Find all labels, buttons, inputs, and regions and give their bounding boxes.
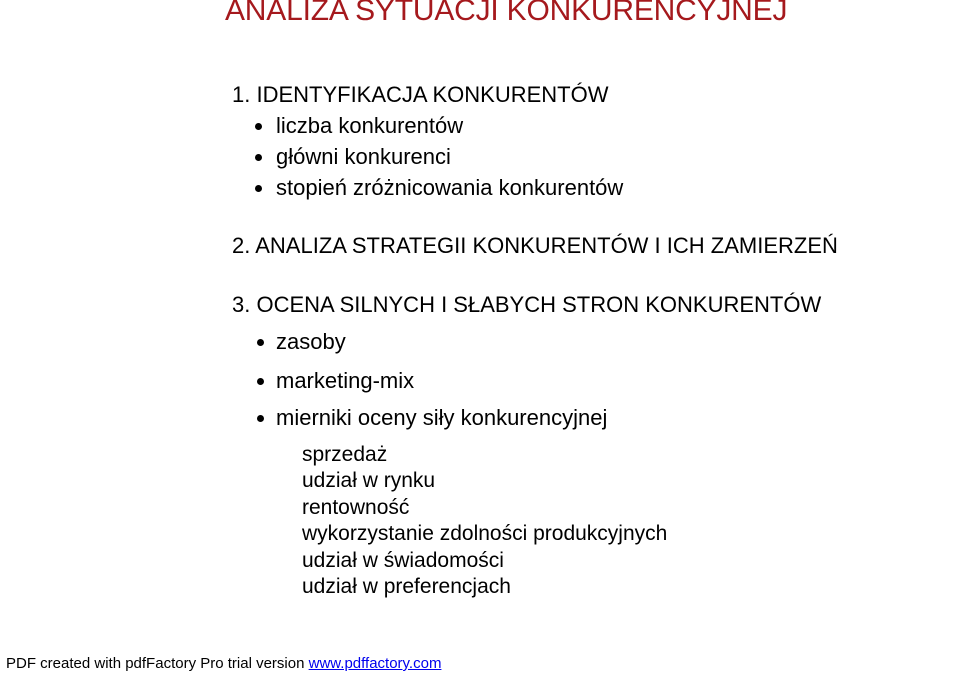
page-title: ANALIZA SYTUACJI KONKURENCYJNEJ (225, 0, 788, 27)
footer-link[interactable]: www.pdffactory.com (308, 655, 442, 672)
list-item: liczba konkurentów (276, 113, 464, 138)
footer-text: PDF created with pdfFactory Pro trial version (6, 655, 309, 672)
bullet-icon (257, 339, 264, 346)
bullet-icon (255, 154, 262, 161)
bullet-icon (257, 415, 264, 422)
list-item: zasoby (276, 329, 346, 354)
bullet-icon (255, 185, 262, 192)
list-item: stopień zróżnicowania konkurentów (276, 175, 624, 200)
section-2-heading: 2. ANALIZA STRATEGII KONKURENTÓW I ICH ZAMIERZEŃ (232, 233, 838, 258)
measure-item: sprzedaż (302, 443, 388, 466)
bullet-icon (255, 123, 262, 130)
measure-item: udział w preferencjach (302, 575, 511, 598)
section-3-heading: 3. OCENA SILNYCH I SŁABYCH STRON KONKURENTÓW (232, 292, 822, 317)
measure-item: wykorzystanie zdolności produkcyjnych (302, 522, 668, 545)
list-item: mierniki oceny siły konkurencyjnej (276, 405, 608, 430)
list-item: główni konkurenci (276, 144, 451, 169)
measure-item: udział w świadomości (302, 549, 504, 572)
section-1-heading: 1. IDENTYFIKACJA KONKURENTÓW (232, 82, 609, 107)
list-item: marketing-mix (276, 368, 415, 393)
footer (6, 655, 441, 672)
measure-item: rentowność (302, 496, 410, 519)
measure-item: udział w rynku (302, 469, 436, 492)
bullet-icon (257, 378, 264, 385)
